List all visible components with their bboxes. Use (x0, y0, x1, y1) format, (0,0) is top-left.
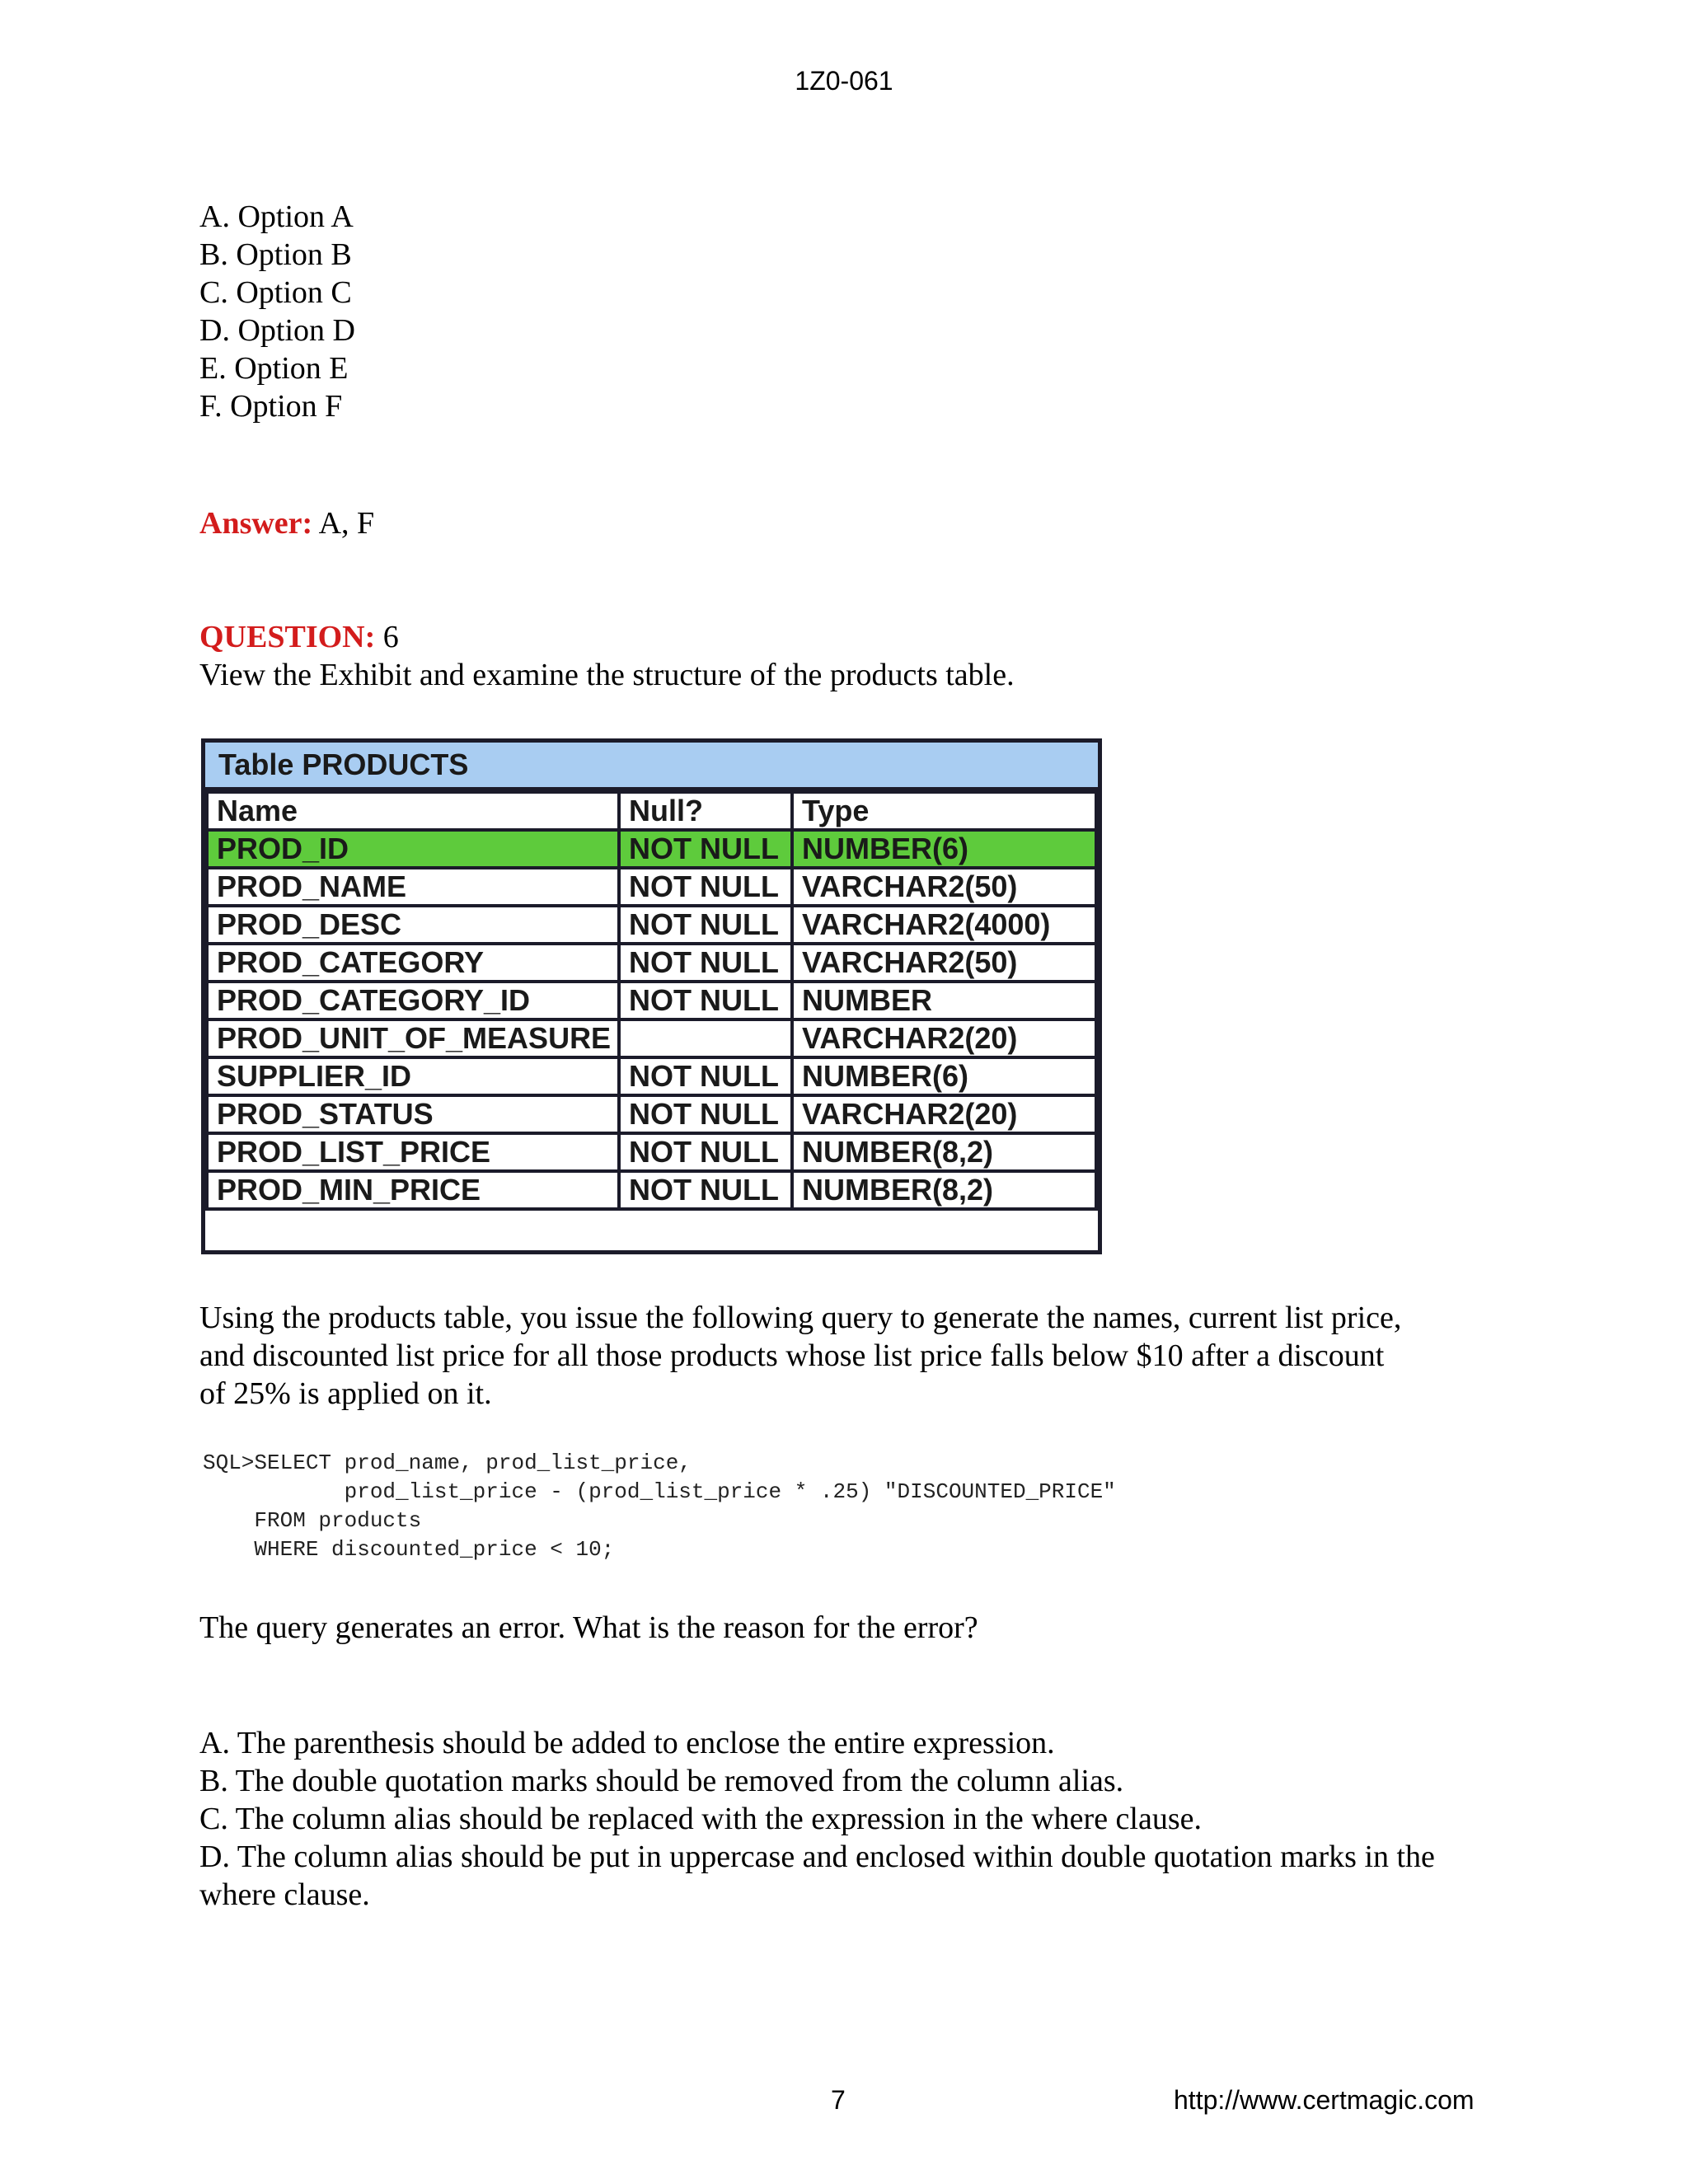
table-row (207, 944, 1096, 982)
column-name-cell: SUPPLIER_ID (207, 1057, 619, 1095)
type-cell: NUMBER(6) (792, 1057, 1096, 1095)
column-name-cell: PROD_NAME (207, 868, 619, 906)
exhibit-title: Table PRODUCTS (205, 743, 1098, 790)
null-cell: NOT NULL (619, 1133, 792, 1171)
type-cell: NUMBER (792, 982, 1096, 1019)
footer-url[interactable]: http://www.certmagic.com (1174, 2085, 1475, 2115)
column-name-cell: PROD_CATEGORY_ID (207, 982, 619, 1019)
question-label: QUESTION: (199, 620, 376, 654)
column-name-cell: PROD_LIST_PRICE (207, 1133, 619, 1171)
question-block (199, 618, 1015, 694)
choice-a: A. The parenthesis should be added to enclose the entire expression. (199, 1726, 1055, 1760)
column-name-cell: PROD_UNIT_OF_MEASURE (207, 1019, 619, 1057)
table-row (207, 1171, 1096, 1209)
option-line: B. Option B (199, 237, 352, 272)
null-cell (619, 1019, 792, 1057)
type-cell: VARCHAR2(20) (792, 1095, 1096, 1133)
type-cell: VARCHAR2(4000) (792, 906, 1096, 944)
option-line: F. Option F (199, 389, 343, 424)
null-cell: NOT NULL (619, 830, 792, 868)
null-cell: NOT NULL (619, 1095, 792, 1133)
null-cell: NOT NULL (619, 1171, 792, 1209)
option-line: D. Option D (199, 313, 355, 348)
type-cell: VARCHAR2(50) (792, 868, 1096, 906)
table-header-row (207, 792, 1096, 830)
type-cell: VARCHAR2(50) (792, 944, 1096, 982)
null-cell: NOT NULL (619, 982, 792, 1019)
type-cell: NUMBER(6) (792, 830, 1096, 868)
question-prompt: The query generates an error. What is the reason for the error? (199, 1610, 978, 1645)
exhibit-table (201, 738, 1102, 1254)
sql-line: prod_list_price - (prod_list_price * .25) "DISCOUNTED_PRICE" (203, 1479, 1116, 1504)
column-name-cell: PROD_ID (207, 830, 619, 868)
answer-choices (199, 1724, 1436, 1914)
type-cell: NUMBER(8,2) (792, 1171, 1096, 1209)
option-line: C. Option C (199, 275, 352, 310)
question-number: 6 (382, 620, 399, 654)
products-structure-table (205, 790, 1098, 1211)
column-name-cell: PROD_MIN_PRICE (207, 1171, 619, 1209)
sql-line: FROM products (203, 1508, 422, 1533)
sql-query (203, 1449, 1116, 1564)
type-cell: NUMBER(8,2) (792, 1133, 1096, 1171)
table-row (207, 1095, 1096, 1133)
table-row (207, 868, 1096, 906)
sql-line: SQL>SELECT prod_name, prod_list_price, (203, 1451, 692, 1475)
null-cell: NOT NULL (619, 906, 792, 944)
column-name-cell: PROD_STATUS (207, 1095, 619, 1133)
answer-value: A, F (318, 506, 375, 541)
choice-d: D. The column alias should be put in uppercase and enclosed within double quotation marks in the where clause. (199, 1840, 1435, 1912)
column-header: Name (207, 792, 619, 830)
question-intro: View the Exhibit and examine the structure of the products table. (199, 658, 1015, 692)
option-line: A. Option A (199, 199, 354, 234)
table-row (207, 1133, 1096, 1171)
question-paragraph: Using the products table, you issue the following query to generate the names, current list price, and discounted list price for all those products whose list price falls below $10 after a discount of 25% is applied on it. (199, 1301, 1402, 1411)
sql-line: WHERE discounted_price < 10; (203, 1537, 615, 1562)
null-cell: NOT NULL (619, 1057, 792, 1095)
page-number: 7 (831, 2085, 846, 2115)
question-heading (199, 618, 1015, 656)
table-row (207, 906, 1096, 944)
column-name-cell: PROD_DESC (207, 906, 619, 944)
choice-b: B. The double quotation marks should be removed from the column alias. (199, 1764, 1124, 1798)
column-header: Type (792, 792, 1096, 830)
answer-line (199, 504, 374, 542)
option-line: E. Option E (199, 351, 349, 386)
previous-options-list (199, 198, 355, 425)
null-cell: NOT NULL (619, 944, 792, 982)
column-header: Null? (619, 792, 792, 830)
null-cell: NOT NULL (619, 868, 792, 906)
column-name-cell: PROD_CATEGORY (207, 944, 619, 982)
table-row (207, 830, 1096, 868)
exam-code-header: 1Z0-061 (795, 66, 893, 96)
choice-c: C. The column alias should be replaced with the expression in the where clause. (199, 1802, 1202, 1836)
answer-label: Answer: (199, 506, 313, 541)
type-cell: VARCHAR2(20) (792, 1019, 1096, 1057)
table-row (207, 1019, 1096, 1057)
table-row (207, 1057, 1096, 1095)
table-row (207, 982, 1096, 1019)
